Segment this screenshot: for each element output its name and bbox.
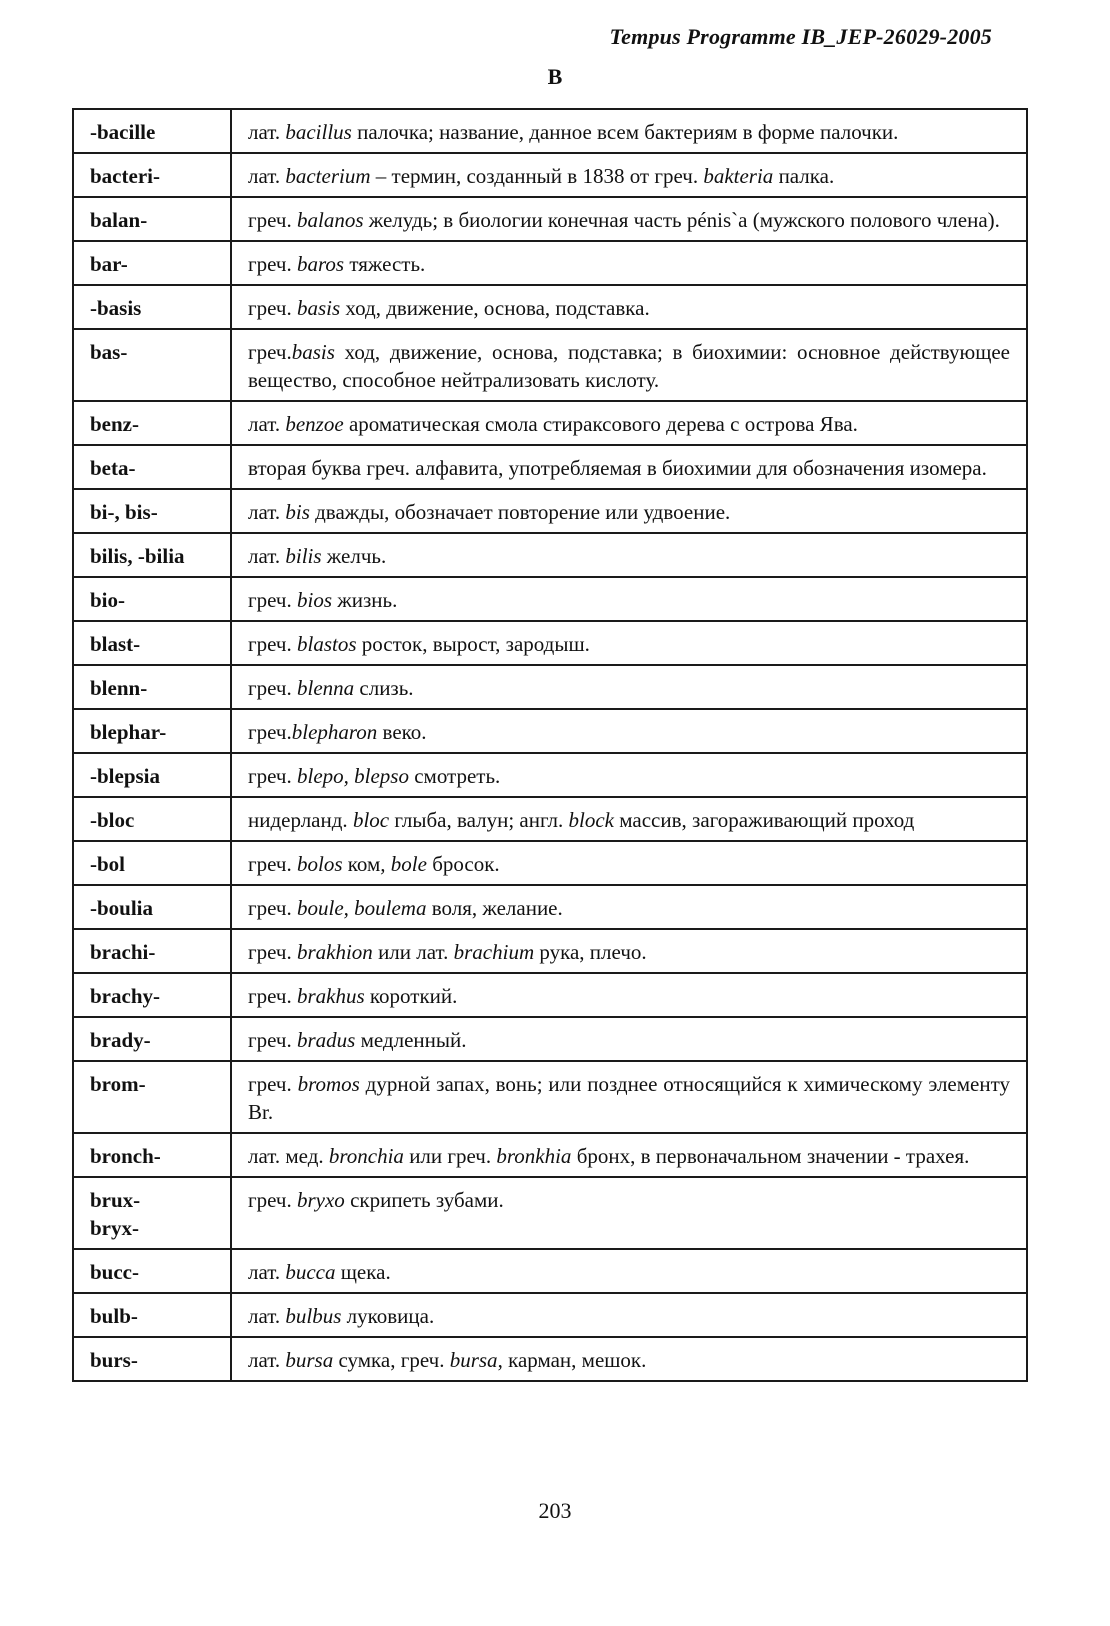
glossary-row: [73, 1293, 1027, 1337]
definition-text: жизнь.: [332, 588, 398, 612]
glossary-term: blenn-: [73, 665, 231, 709]
glossary-term: brachy-: [73, 973, 231, 1017]
glossary-definition: [231, 1249, 1027, 1293]
definition-text: греч.: [248, 764, 297, 788]
definition-italic-term: benzoe: [285, 412, 344, 436]
definition-text: палочка; название, данное всем бактериям в форме палочки.: [351, 120, 899, 144]
glossary-row: [73, 621, 1027, 665]
glossary-definition: [231, 489, 1027, 533]
definition-text: греч.: [248, 1072, 298, 1096]
glossary-row: [73, 445, 1027, 489]
glossary-row: [73, 1017, 1027, 1061]
glossary-term: brachi-: [73, 929, 231, 973]
definition-text: греч.: [248, 588, 297, 612]
definition-italic-term: brachium: [453, 940, 535, 964]
glossary-term: bas-: [73, 329, 231, 401]
glossary-term: -bloc: [73, 797, 231, 841]
glossary-term: bronch-: [73, 1133, 231, 1177]
definition-italic-term: brakhion: [296, 940, 373, 964]
definition-italic-term: bradus: [296, 1028, 356, 1052]
definition-text: палка.: [773, 164, 835, 188]
glossary-definition: [231, 665, 1027, 709]
definition-text: ход, движение, основа, подставка.: [340, 296, 650, 320]
definition-italic-term: basis: [296, 296, 341, 320]
definition-text: или греч.: [403, 1144, 497, 1168]
glossary-row: [73, 197, 1027, 241]
glossary-definition: [231, 1017, 1027, 1061]
definition-italic-term: blastos: [296, 632, 357, 656]
glossary-definition: [231, 1177, 1027, 1249]
glossary-row: [73, 797, 1027, 841]
glossary-definition: [231, 1337, 1027, 1381]
definition-text: воля, желание.: [426, 896, 563, 920]
glossary-term: -basis: [73, 285, 231, 329]
definition-italic-term: bilis: [285, 544, 322, 568]
definition-text: греч.: [248, 676, 297, 700]
definition-text: лат.: [248, 544, 286, 568]
definition-text: луковица.: [341, 1304, 435, 1328]
definition-text: короткий.: [364, 984, 458, 1008]
page-number: 203: [538, 1498, 572, 1523]
glossary-row: [73, 1249, 1027, 1293]
glossary-term: brux- bryx-: [73, 1177, 231, 1249]
glossary-definition: [231, 841, 1027, 885]
glossary-row: [73, 929, 1027, 973]
glossary-definition: [231, 577, 1027, 621]
definition-text: лат.: [248, 120, 286, 144]
glossary-term: brom-: [73, 1061, 231, 1133]
running-header: Tempus Programme IB_JEP-26029-2005: [609, 24, 992, 49]
definition-text: бронх, в первоначальном значении - трахея.: [571, 1144, 970, 1168]
definition-italic-term: bakteria: [703, 164, 774, 188]
glossary-definition: [231, 1061, 1027, 1133]
definition-text: лат.: [248, 500, 286, 524]
glossary-row: [73, 885, 1027, 929]
definition-text: лат. мед.: [248, 1144, 329, 1168]
definition-text: греч.: [248, 720, 292, 744]
glossary-row: [73, 533, 1027, 577]
glossary-definition: [231, 445, 1027, 489]
glossary-row: [73, 841, 1027, 885]
glossary-term: -bacille: [73, 109, 231, 153]
glossary-definition: [231, 197, 1027, 241]
definition-text: лат.: [248, 1304, 286, 1328]
definition-text: , карман, мешок.: [497, 1348, 647, 1372]
glossary-definition: [231, 329, 1027, 401]
definition-text: греч.: [248, 984, 297, 1008]
glossary-term: bi-, bis-: [73, 489, 231, 533]
definition-italic-term: blepharon: [291, 720, 378, 744]
section-letter: B: [547, 64, 563, 89]
glossary-term: bulb-: [73, 1293, 231, 1337]
glossary-definition: [231, 929, 1027, 973]
glossary-table: [72, 108, 1028, 1382]
definition-italic-term: brakhus: [296, 984, 365, 1008]
definition-text: слизь.: [354, 676, 414, 700]
glossary-row: [73, 709, 1027, 753]
glossary-term: blephar-: [73, 709, 231, 753]
definition-text: греч.: [248, 1188, 297, 1212]
definition-italic-term: baros: [296, 252, 345, 276]
glossary-row: [73, 489, 1027, 533]
definition-text: тяжесть.: [344, 252, 426, 276]
glossary-definition: [231, 753, 1027, 797]
glossary-row: [73, 153, 1027, 197]
glossary-row: [73, 753, 1027, 797]
glossary-row: [73, 401, 1027, 445]
glossary-definition: [231, 973, 1027, 1017]
definition-text: желчь.: [321, 544, 387, 568]
definition-text: греч.: [248, 208, 297, 232]
definition-text: греч.: [248, 1028, 297, 1052]
glossary-term: blast-: [73, 621, 231, 665]
glossary-term: brady-: [73, 1017, 231, 1061]
definition-text: бросок.: [426, 852, 500, 876]
definition-italic-term: bis: [285, 500, 310, 524]
definition-italic-term: balanos: [296, 208, 364, 232]
definition-text: смотреть.: [408, 764, 501, 788]
definition-italic-term: bursa: [449, 1348, 498, 1372]
definition-italic-term: bulbus: [285, 1304, 342, 1328]
glossary-row: [73, 329, 1027, 401]
definition-text: лат.: [248, 412, 286, 436]
definition-italic-term: basis: [291, 340, 335, 364]
definition-text: сумка, греч.: [333, 1348, 450, 1372]
glossary-term: -boulia: [73, 885, 231, 929]
definition-italic-term: blenna: [296, 676, 355, 700]
definition-italic-term: block: [568, 808, 615, 832]
glossary-row: [73, 1061, 1027, 1133]
definition-text: ход, движение, основа, подставка; в биохимии: основное действующее вещество, способное нейтрализовать кислоту.: [248, 340, 1010, 392]
definition-text: вторая буква греч. алфавита, употребляемая в биохимии для обозначения изомера.: [248, 456, 987, 480]
glossary-definition: [231, 709, 1027, 753]
definition-text: греч.: [248, 632, 297, 656]
glossary-definition: [231, 885, 1027, 929]
glossary-term: -blepsia: [73, 753, 231, 797]
definition-italic-term: bronchia: [328, 1144, 404, 1168]
glossary-definition: [231, 621, 1027, 665]
glossary-term: bucc-: [73, 1249, 231, 1293]
definition-italic-term: bronkhia: [496, 1144, 572, 1168]
definition-text: греч.: [248, 296, 297, 320]
definition-text: лат.: [248, 1348, 286, 1372]
glossary-definition: [231, 797, 1027, 841]
definition-text: греч.: [248, 940, 297, 964]
glossary-row: [73, 1177, 1027, 1249]
definition-text: ком: [342, 852, 381, 876]
definition-italic-term: bursa: [285, 1348, 334, 1372]
glossary-term: -bol: [73, 841, 231, 885]
glossary-term: bacteri-: [73, 153, 231, 197]
glossary-row: [73, 973, 1027, 1017]
definition-text: греч.: [248, 340, 292, 364]
definition-italic-term: bryxo: [296, 1188, 345, 1212]
glossary-definition: [231, 241, 1027, 285]
glossary-definition: [231, 401, 1027, 445]
definition-text: веко.: [377, 720, 427, 744]
definition-text: лат.: [248, 1260, 286, 1284]
definition-text: щека.: [335, 1260, 391, 1284]
definition-italic-term: bucca: [285, 1260, 336, 1284]
glossary-row: [73, 665, 1027, 709]
definition-italic-term: bloc: [352, 808, 390, 832]
glossary-term: bar-: [73, 241, 231, 285]
definition-text: нидерланд.: [248, 808, 353, 832]
definition-italic-term: blepo, blepso: [296, 764, 409, 788]
glossary-definition: [231, 109, 1027, 153]
glossary-row: [73, 109, 1027, 153]
definition-italic-term: bios: [296, 588, 332, 612]
definition-italic-term: bacterium: [285, 164, 371, 188]
glossary-term: bio-: [73, 577, 231, 621]
glossary-definition: [231, 533, 1027, 577]
definition-text: или лат.: [372, 940, 454, 964]
definition-text: дважды, обозначает повторение или удвоение.: [309, 500, 731, 524]
glossary-row: [73, 241, 1027, 285]
definition-text: – термин, созданный в 1838 от греч.: [370, 164, 704, 188]
glossary-term: benz-: [73, 401, 231, 445]
glossary-definition: [231, 285, 1027, 329]
glossary-term: bilis, -bilia: [73, 533, 231, 577]
definition-text: греч.: [248, 252, 297, 276]
definition-text: лат.: [248, 164, 286, 188]
definition-text: ароматическая смола стираксового дерева с острова Ява.: [343, 412, 858, 436]
definition-text: росток, вырост, зародыш.: [356, 632, 590, 656]
definition-italic-term: boule, boulema: [296, 896, 427, 920]
definition-text: скрипеть зубами.: [344, 1188, 504, 1212]
definition-italic-term: bromos: [297, 1072, 360, 1096]
glossary-definition: [231, 153, 1027, 197]
definition-text: медленный.: [355, 1028, 467, 1052]
glossary-definition: [231, 1293, 1027, 1337]
definition-text: массив, загораживающий проход: [614, 808, 915, 832]
definition-text: желудь; в биологии конечная часть pénis`a (мужского полового члена).: [363, 208, 1000, 232]
glossary-definition: [231, 1133, 1027, 1177]
glossary-row: [73, 1337, 1027, 1381]
glossary-row: [73, 285, 1027, 329]
glossary-term: balan-: [73, 197, 231, 241]
glossary-term: beta-: [73, 445, 231, 489]
definition-italic-term: bolos: [296, 852, 343, 876]
definition-text: греч.: [248, 852, 297, 876]
glossary-row: [73, 1133, 1027, 1177]
definition-text: глыба, валун; англ.: [389, 808, 569, 832]
definition-text: дурной запах, вонь; или позднее относящийся к химическому элементу Br.: [248, 1072, 1010, 1124]
definition-italic-term: , bole: [380, 852, 427, 876]
definition-text: рука, плечо.: [534, 940, 647, 964]
definition-italic-term: bacillus: [285, 120, 352, 144]
definition-text: греч.: [248, 896, 297, 920]
glossary-row: [73, 577, 1027, 621]
glossary-term: burs-: [73, 1337, 231, 1381]
